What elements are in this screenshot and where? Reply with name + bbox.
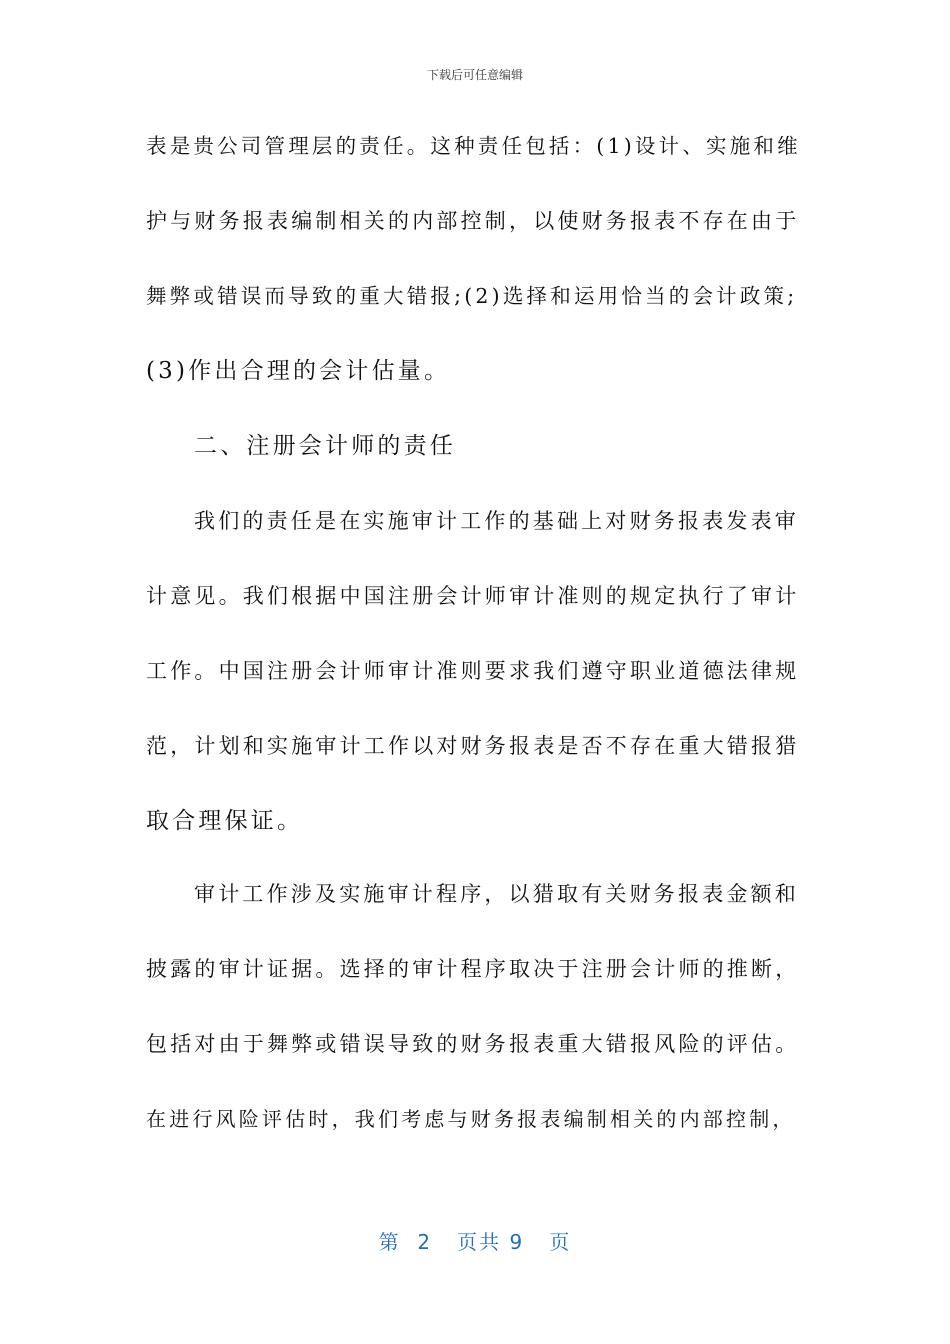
text-line: 我们的责任是在实施审计工作的基础上对财务报表发表审 bbox=[194, 509, 799, 533]
text-line: 工作。中国注册会计师审计准则要求我们遵守职业道德法律规 bbox=[146, 659, 800, 683]
text-line: 在进行风险评估时，我们考虑与财务报表编制相关的内部控制， bbox=[146, 1107, 796, 1131]
section-heading: 二、注册会计师的责任 bbox=[194, 433, 456, 459]
text-line: 包括对由于舞弊或错误导致的财务报表重大错报风险的评估。 bbox=[146, 1032, 800, 1056]
text-line: 表是贵公司管理层的责任。这种责任包括：(1)设计、实施和维 bbox=[146, 134, 801, 158]
text-line: 审计工作涉及实施审计程序，以猎取有关财务报表金额和 bbox=[194, 882, 799, 906]
text-line: 披露的审计证据。选择的审计程序取决于注册会计师的推断， bbox=[146, 957, 800, 981]
text-line: 范，计划和实施审计工作以对财务报表是否不存在重大错报猎 bbox=[146, 734, 800, 758]
text-line: 舞弊或错误而导致的重大错报;(2)选择和运用恰当的会计政策; bbox=[146, 284, 798, 308]
text-line: (3)作出合理的会计估量。 bbox=[146, 358, 451, 384]
page-number: 第 2 页共 9 页 bbox=[378, 1230, 572, 1254]
page-header: 下载后可任意编辑 bbox=[426, 68, 523, 82]
text-line: 取合理保证。 bbox=[146, 808, 304, 834]
text-line: 计意见。我们根据中国注册会计师审计准则的规定执行了审计 bbox=[146, 584, 800, 608]
text-line: 护与财务报表编制相关的内部控制，以使财务报表不存在由于 bbox=[146, 209, 800, 233]
